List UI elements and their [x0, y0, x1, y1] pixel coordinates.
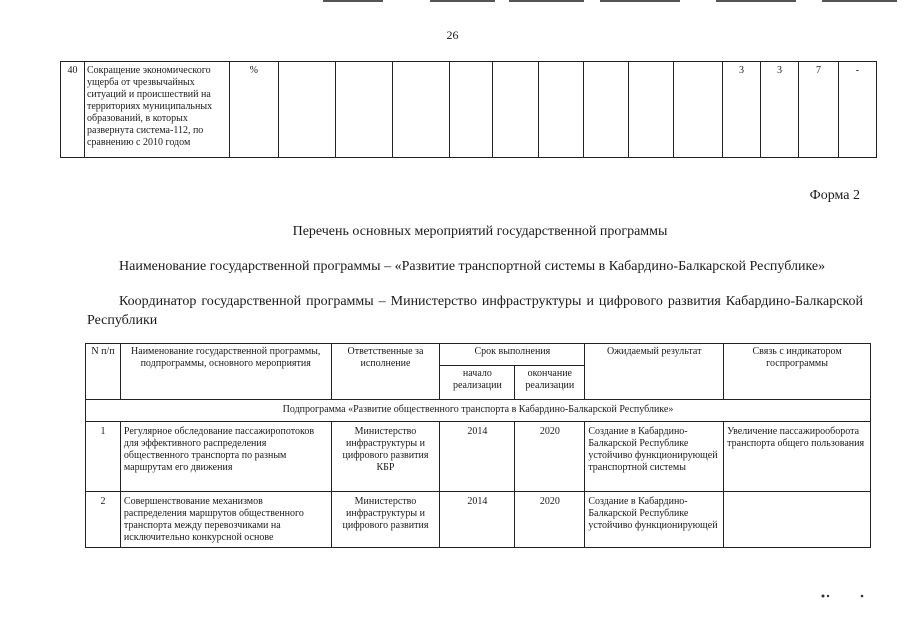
value-cell: [674, 62, 723, 158]
value-cell: [449, 62, 493, 158]
indicator-link: [724, 492, 871, 548]
value-cell: [493, 62, 539, 158]
activities-table: [85, 343, 871, 548]
header-link: Связь с индикатором госпрограммы: [724, 344, 871, 400]
header-row: [86, 344, 871, 366]
unit-cell: %: [229, 62, 278, 158]
expected-result: Создание в Кабардино-Балкарской Республике устойчиво функционирующей транспортной системы: [585, 422, 724, 492]
row-number: 2: [86, 492, 121, 548]
form-label: Форма 2: [809, 188, 860, 203]
header-responsible: Ответственные за исполнение: [331, 344, 440, 400]
scan-line: [323, 0, 383, 2]
value-cell: 7: [798, 62, 838, 158]
indicator-table: [60, 61, 877, 158]
table-row: [86, 492, 871, 548]
header-term: Срок выполнения: [440, 344, 585, 366]
expected-result: Создание в Кабардино-Балкарской Республике устойчиво функционирующей: [585, 492, 724, 548]
page-number: 26: [446, 28, 459, 42]
coordinator: Координатор государственной программы – Министерство инфраструктуры и цифрового развития Кабардино-Балкарской Республики: [87, 294, 863, 328]
header-number: N п/п: [86, 344, 121, 400]
header-name: Наименование государственной программы, подпрограммы, основного мероприятия: [120, 344, 331, 400]
indicator-link: Увеличение пассажирооборота транспорта общего пользования: [724, 422, 871, 492]
activity-name: Совершенствование механизмов распределения маршрутов общественного транспорта между перевозчиками на исключительно конкурсной основе: [120, 492, 331, 548]
value-cell: 3: [761, 62, 799, 158]
start-year: 2014: [440, 492, 515, 548]
subprogram-title: Подпрограмма «Развитие общественного транспорта в Кабардино-Балкарской Республике»: [86, 400, 871, 422]
table-row: [86, 422, 871, 492]
scan-speck: [820, 592, 834, 600]
header-start: начало реализации: [440, 366, 515, 400]
start-year: 2014: [440, 422, 515, 492]
header-result: Ожидаемый результат: [585, 344, 724, 400]
program-name-paragraph: [87, 257, 863, 276]
activity-name: Регулярное обследование пассажиропотоков для эффективного распределения общественного транспорта по разным маршрутам его движения: [120, 422, 331, 492]
scan-speck: [858, 592, 868, 600]
responsible-cell: Министерство инфраструктуры и цифрового развития: [331, 492, 440, 548]
list-title: Перечень основных мероприятий государственной программы: [292, 224, 668, 239]
header-end: окончание реализации: [515, 366, 585, 400]
value-cell: [392, 62, 449, 158]
table-row: [61, 62, 877, 158]
value-cell: [584, 62, 629, 158]
value-cell: 3: [723, 62, 761, 158]
value-cell: [629, 62, 674, 158]
program-name: Наименование государственной программы – «Развитие транспортной системы в Кабардино-Балкарской Республике»: [119, 259, 826, 274]
row-number: 40: [61, 62, 85, 158]
value-cell: [539, 62, 584, 158]
scan-line: [822, 0, 897, 2]
scan-line: [716, 0, 796, 2]
end-year: 2020: [515, 422, 585, 492]
value-cell: [278, 62, 335, 158]
subprogram-row: [86, 400, 871, 422]
value-cell: -: [838, 62, 876, 158]
coordinator-paragraph: [87, 292, 863, 330]
end-year: 2020: [515, 492, 585, 548]
value-cell: [335, 62, 392, 158]
scan-line: [430, 0, 495, 2]
responsible-cell: Министерство инфраструктуры и цифрового развития КБР: [331, 422, 440, 492]
scan-line: [600, 0, 680, 2]
row-number: 1: [86, 422, 121, 492]
scan-line: [509, 0, 584, 2]
indicator-name: Сокращение экономического ущерба от чрезвычайных ситуаций и происшествий на территориях муниципальных образований, в которых развернута система-112, по сравнению с 2010 годом: [84, 62, 229, 158]
